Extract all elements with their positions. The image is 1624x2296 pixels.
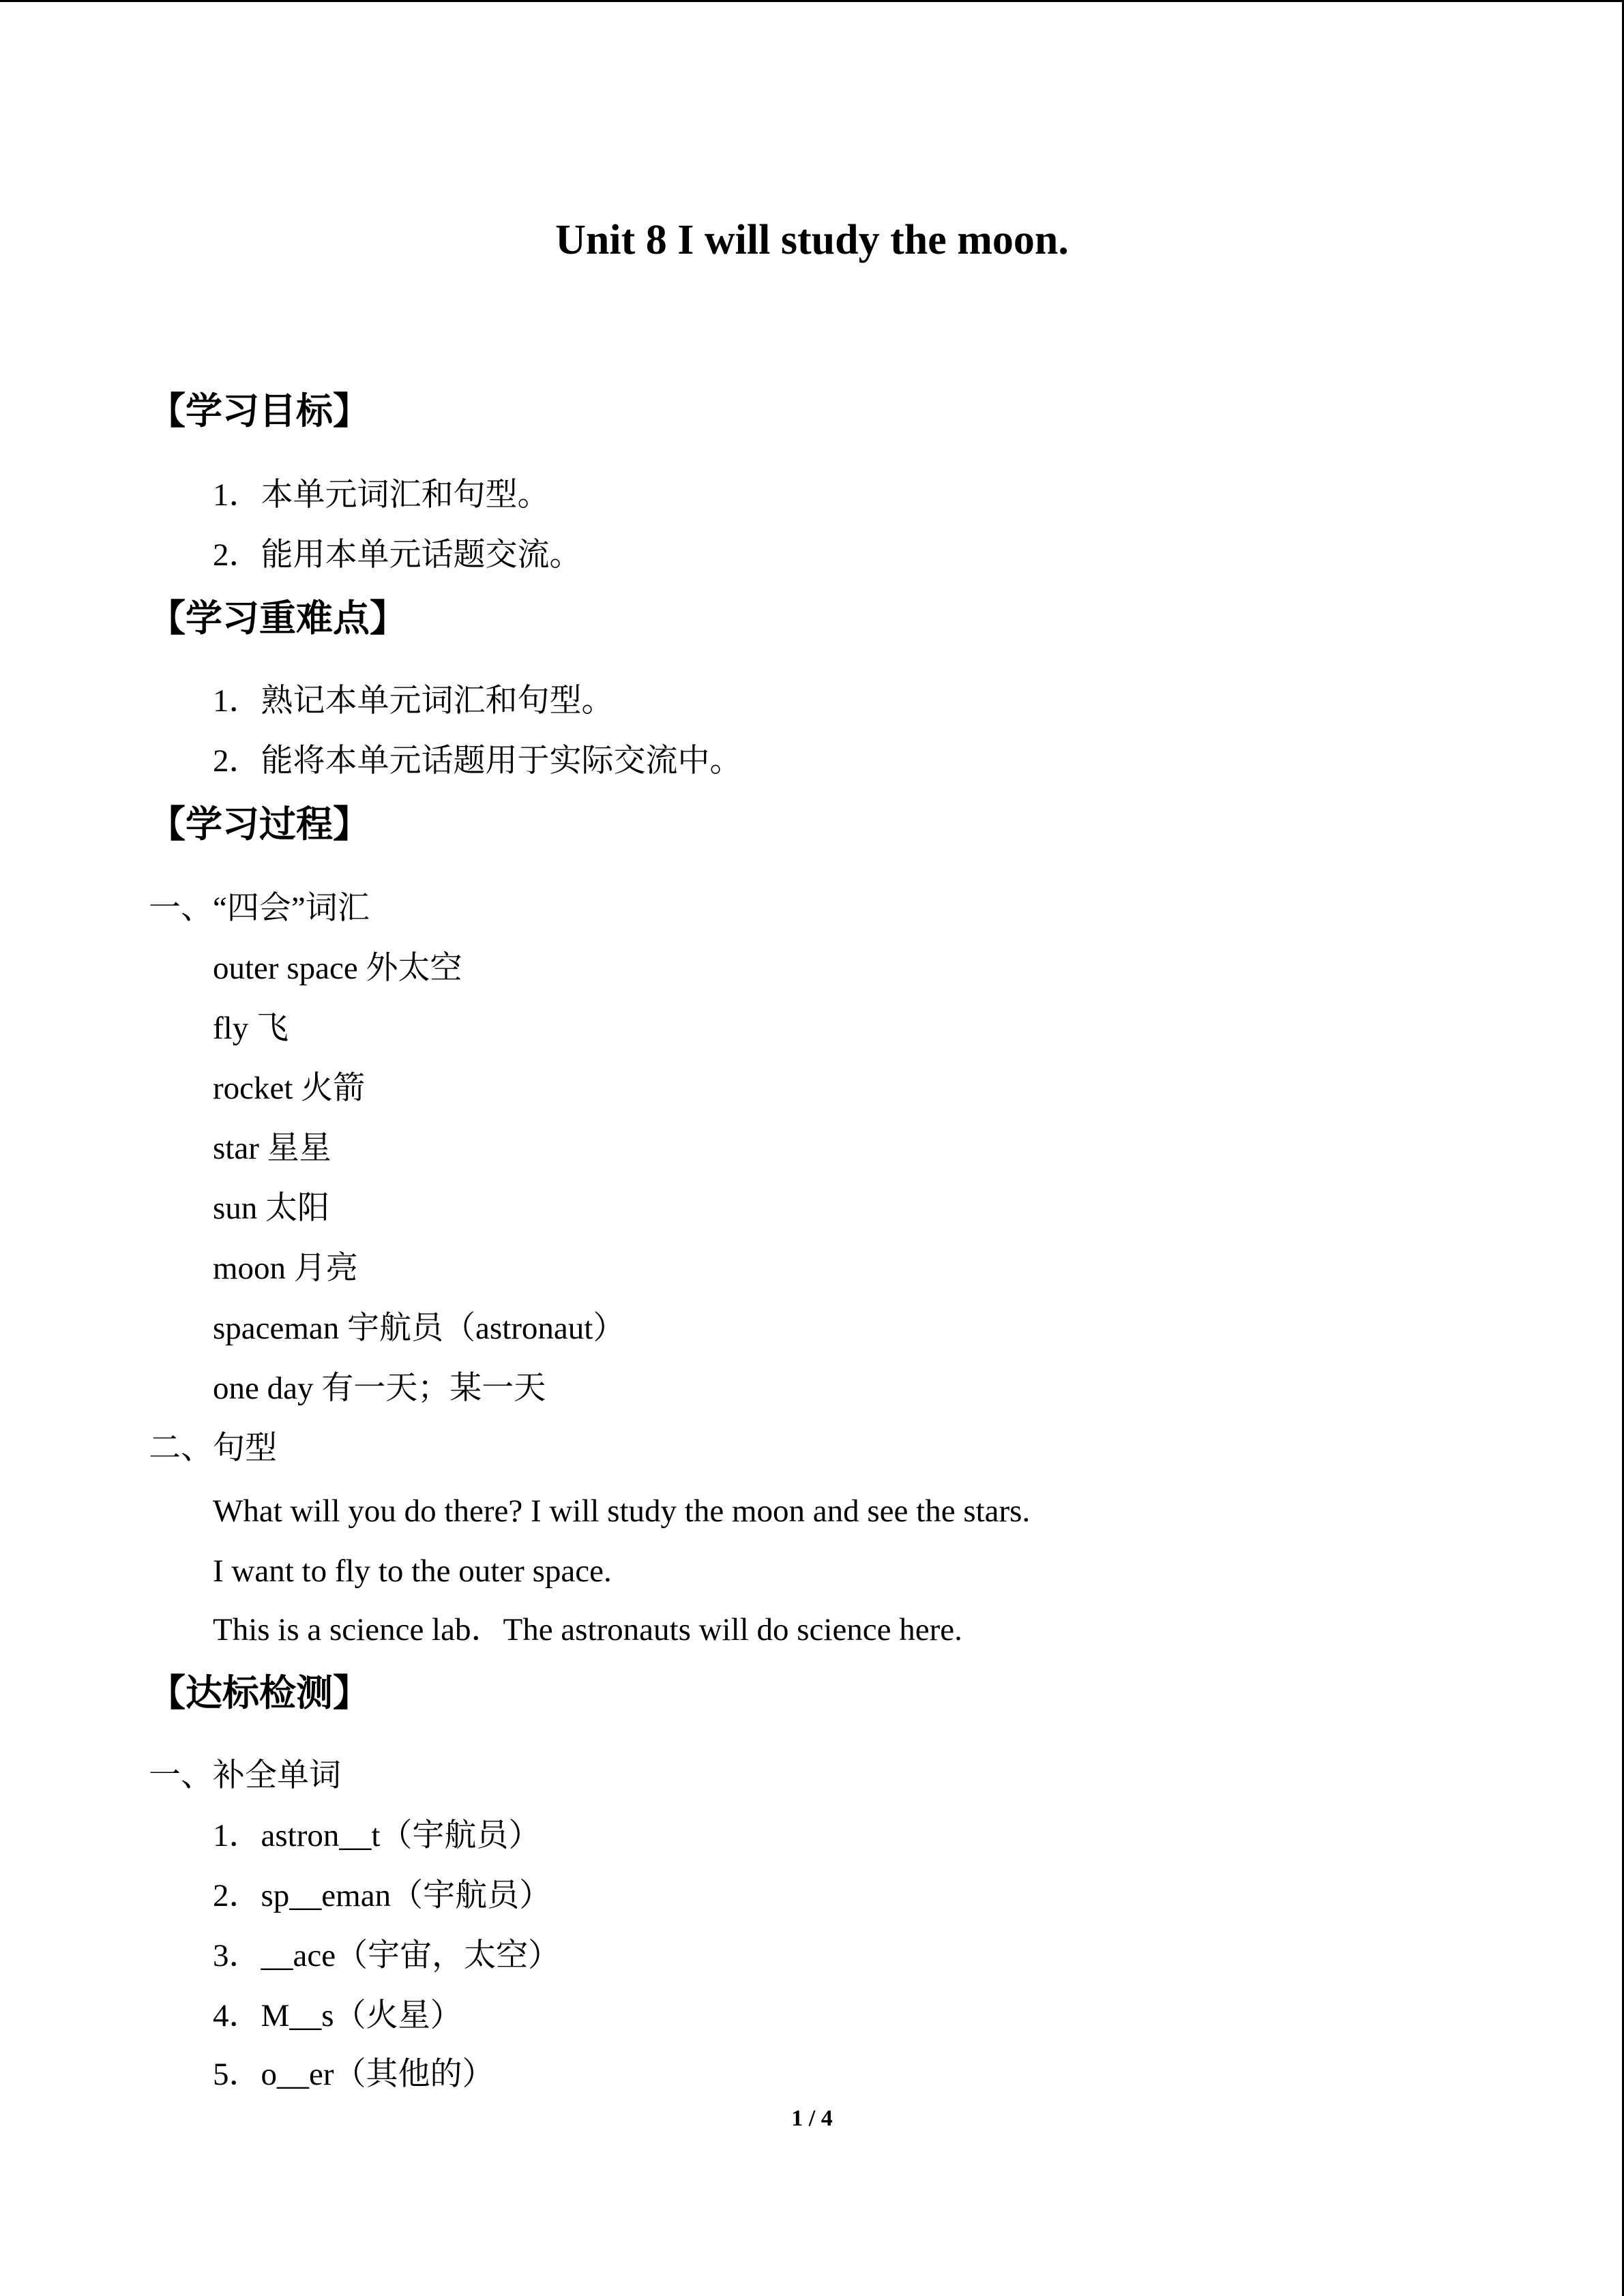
top-border — [0, 0, 1624, 2]
page-title: Unit 8 I will study the moon. — [555, 217, 1069, 263]
sentences-title: 二、句型 — [149, 1431, 277, 1466]
fill-word-item: 2．sp__eman（宇航员） — [213, 1878, 552, 1913]
vocab-item: star 星星 — [213, 1131, 331, 1166]
sentence-item: This is a science lab．The astronauts will do science here. — [213, 1612, 962, 1648]
fill-word-item: 1．astron__t（宇航员） — [213, 1818, 541, 1853]
objective-item-2: 2．能用本单元话题交流。 — [213, 537, 582, 573]
vocab-item: spaceman 宇航员（astronaut） — [213, 1311, 625, 1346]
process-heading: 【学习过程】 — [149, 803, 370, 846]
sentence-item: What will you do there? I will study the moon and see the stars. — [213, 1493, 1031, 1529]
key-point-item-1: 1．熟记本单元词汇和句型。 — [213, 683, 614, 719]
fill-word-item: 4．M__s（火星） — [213, 1998, 462, 2033]
fill-word-item: 3．__ace（宇宙，太空） — [213, 1938, 561, 1973]
page-number: 1 / 4 — [791, 2106, 833, 2131]
vocab-title: 一、“四会”词汇 — [149, 891, 370, 926]
key-points-heading: 【学习重难点】 — [149, 597, 407, 640]
vocab-item: rocket 火箭 — [213, 1071, 366, 1106]
key-point-item-2: 2．能将本单元话题用于实际交流中。 — [213, 743, 742, 779]
sentence-item: I want to fly to the outer space. — [213, 1553, 612, 1589]
fill-word-item: 5．o__er（其他的） — [213, 2057, 494, 2092]
test-heading: 【达标检测】 — [149, 1671, 370, 1714]
objectives-heading: 【学习目标】 — [149, 389, 370, 432]
vocab-item: one day 有一天；某一天 — [213, 1371, 546, 1406]
vocab-item: fly 飞 — [213, 1011, 289, 1046]
objective-item-1: 1．本单元词汇和句型。 — [213, 477, 550, 513]
vocab-item: moon 月亮 — [213, 1251, 358, 1286]
vocab-item: outer space 外太空 — [213, 951, 462, 986]
vocab-item: sun 太阳 — [213, 1191, 330, 1226]
test-part1-title: 一、补全单词 — [149, 1758, 341, 1793]
